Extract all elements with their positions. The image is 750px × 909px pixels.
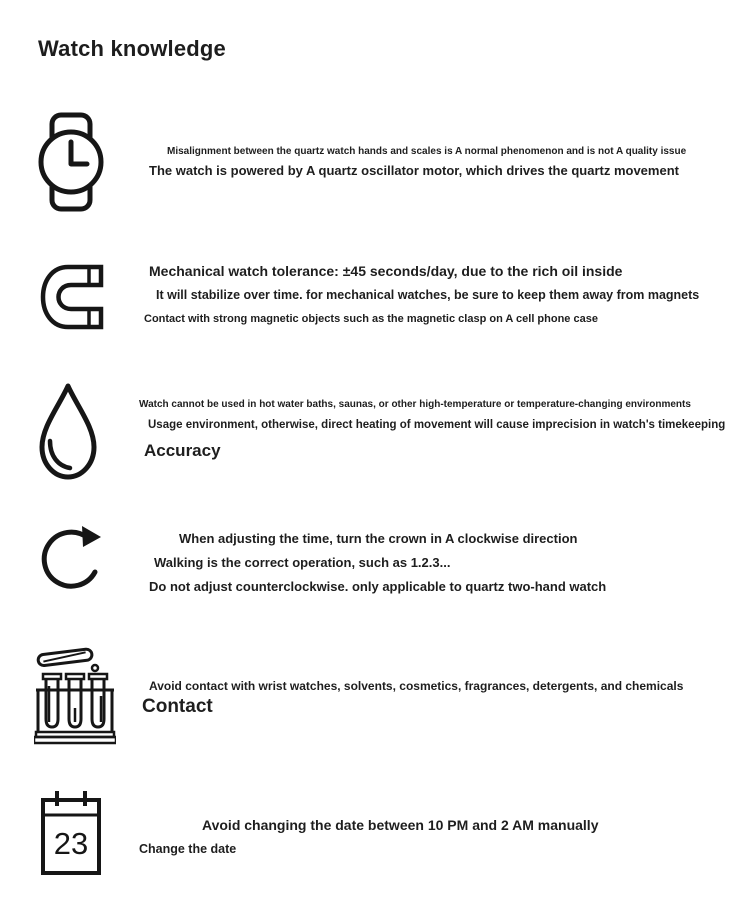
test-tubes-icon bbox=[34, 642, 116, 747]
magnet-note-line: Contact with strong magnetic objects such as the magnetic clasp on A cell phone case bbox=[144, 313, 598, 325]
chemicals-main-line: Avoid contact with wrist watches, solvents, cosmetics, fragrances, detergents, and chemicals bbox=[149, 679, 684, 693]
quartz-note-line: Misalignment between the quartz watch hands and scales is A normal phenomenon and is not A quality issue bbox=[167, 146, 687, 157]
calendar-day-label: 23 bbox=[53, 826, 89, 861]
crown-main-line: When adjusting the time, turn the crown in A clockwise direction bbox=[179, 531, 578, 546]
calendar-icon bbox=[40, 790, 102, 876]
magnet-icon bbox=[38, 262, 104, 332]
accuracy-heading: Accuracy bbox=[144, 441, 221, 460]
change-date-heading: Change the date bbox=[139, 842, 237, 856]
temperature-sub-line: Usage environment, otherwise, direct heating of movement will cause imprecision in watch's timekeeping bbox=[148, 419, 726, 431]
magnet-main-line: Mechanical watch tolerance: ±45 seconds/day, due to the rich oil inside bbox=[149, 263, 623, 279]
magnet-sub-line: It will stabilize over time. for mechanical watches, be sure to keep them away from magnets bbox=[156, 288, 700, 302]
temperature-note-line: Watch cannot be used in hot water baths, saunas, or other high-temperature or temperature-changing environments bbox=[139, 399, 691, 410]
wrist-watch-icon bbox=[38, 112, 104, 212]
page-title: Watch knowledge bbox=[38, 36, 226, 61]
crown-note-line: Do not adjust counterclockwise. only applicable to quartz two-hand watch bbox=[149, 579, 607, 594]
date-main-line: Avoid changing the date between 10 PM and 2 AM manually bbox=[202, 817, 599, 833]
rotate-clockwise-icon bbox=[38, 518, 104, 600]
quartz-main-line: The watch is powered by A quartz oscillator motor, which drives the quartz movement bbox=[149, 163, 679, 178]
water-drop-icon bbox=[37, 382, 99, 482]
contact-heading: Contact bbox=[142, 696, 213, 717]
crown-sub-line: Walking is the correct operation, such as 1.2.3... bbox=[154, 555, 451, 570]
